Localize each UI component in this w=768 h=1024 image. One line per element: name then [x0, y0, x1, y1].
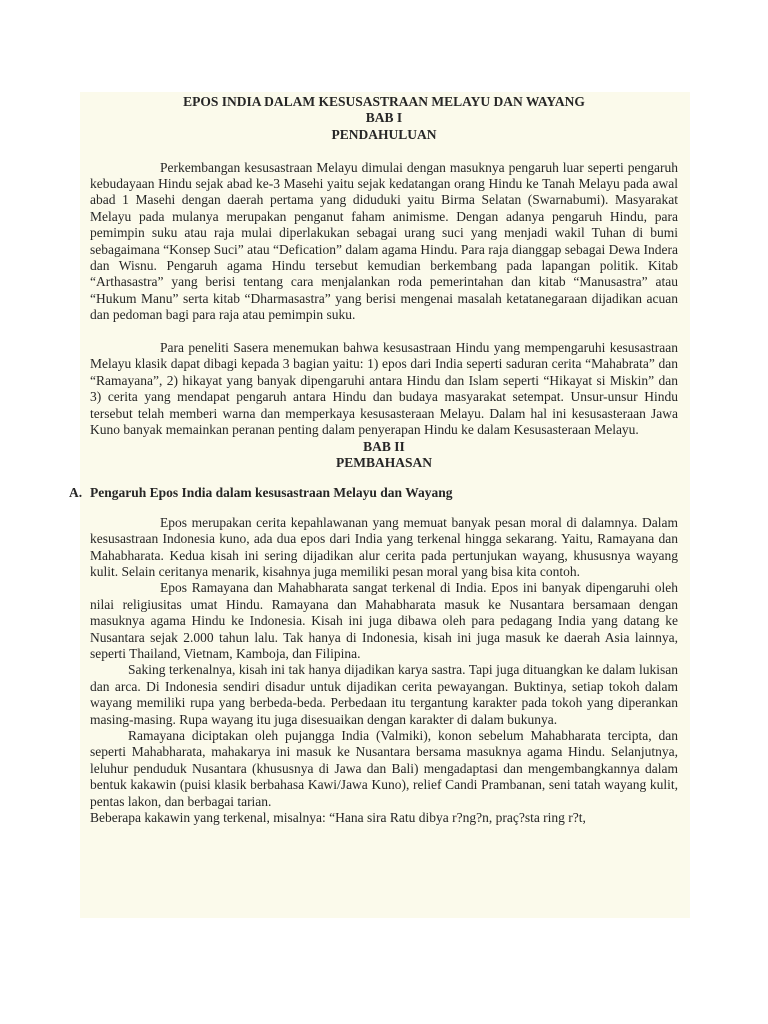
spacer: [90, 324, 678, 340]
body-paragraph-2: Epos Ramayana dan Mahabharata sangat terkenal di India. Epos ini banyak dipengaruhi oleh nilai religiusitas umat Hindu. Ramayana dan Mahabharata masuk ke Nusantara bersamaan dengan masuknya agama Hindu ke Indonesia. Kisah ini juga dibawa oleh para pedagang India yang datang ke Nusantara sejak 2.000 tahun lalu. Tak hanya di Indonesia, kisah ini juga masuk ke daerah Asia lainnya, seperti Thailand, Vietnam, Kamboja, dan Filipina.: [90, 580, 678, 661]
document-body: [69, 94, 678, 826]
intro-paragraph-1: Perkembangan kesusastraan Melayu dimulai dengan masuknya pengaruh luar seperti pengaruh kebudayaan Hindu sejak abad ke-3 Masehi yaitu sejak kedatangan orang Hindu ke Tanah Melayu pada awal abad 1 Masehi dengan daerah pertama yang diduduki yaitu Birma Selatan (Swarnabumi). Masyarakat Melayu pada mulanya merupakan penganut faham animisme. Dengan adanya pengaruh Hindu, para pemimpin suku atau raja mulai diperlakukan sebagai urang suci yang menjadi wakil Tuhan di bumi sebagaimana “Konsep Suci” atau “Defication” dalam agama Hindu. Para raja dianggap sebagai Dewa Indera dan Wisnu. Pengaruh agama Hindu tersebut kemudian berkembang pada lapangan politik. Kitab “Arthasastra” yang berisi tentang cara menjalankan roda pemerintahan dan kitab “Manusastra” atau “Hukum Manu” serta kitab “Dharmasastra” yang berisi mengenai masalah ketatanegaraan dijadikan acuan dan pedoman bagi para raja atau pemimpin suku.: [90, 159, 678, 323]
chapter-2-label: BAB II: [363, 438, 405, 454]
document-title: EPOS INDIA DALAM KESUSASTRAAN MELAYU DAN WAYANG: [183, 94, 585, 109]
chapter-2-title: PEMBAHASAN: [335, 454, 432, 470]
body-paragraph-1: Epos merupakan cerita kepahlawanan yang memuat banyak pesan moral di dalamnya. Dalam kesusastraan Indonesia kuno, ada dua epos dari India yang terkenal hingga sekarang. Yaitu, Ramayana dan Mahabharata. Kedua kisah ini sering dijadikan alur cerita pada pertunjukan wayang, khususnya wayang kulit. Selain ceritanya menarik, kisahnya juga memiliki pesan moral yang bisa kita contoh.: [90, 514, 678, 579]
section-a-title: Pengaruh Epos India dalam kesusastraan Melayu dan Wayang: [90, 484, 453, 500]
section-a-letter: A.: [69, 484, 83, 500]
body-paragraph-5: Beberapa kakawin yang terkenal, misalnya: “Hana sira Ratu dibya r?ng?n, praç?sta ring r?t,: [90, 810, 586, 826]
chapter-1-title: PENDAHULUAN: [331, 126, 437, 142]
document-page: [69, 92, 690, 918]
body-paragraph-3: Saking terkenalnya, kisah ini tak hanya dijadikan karya sastra. Tapi juga dituangkan ke dalam lukisan dan arca. Di Indonesia sendiri disadur untuk dijadikan cerita pewayangan. Buktinya, setiap tokoh dalam wayang memiliki rupa yang berbeda-beda. Perbedaan itu tergantung karakter pada tokoh yang diperankan masing-masing. Rupa wayang itu juga disesuaikan dengan karakter di dalam bukunya.: [90, 662, 678, 727]
body-paragraph-4: Ramayana diciptakan oleh pujangga India (Valmiki), konon sebelum Mahabharata tercipta, dan seperti Mahabharata, mahakarya ini masuk ke Nusantara bersama masuknya agama Hindu. Selanjutnya, leluhur penduduk Nusantara (khususnya di Jawa dan Bali) mengadaptasi dan mengembangkannya dalam bentuk kakawin (puisi klasik berbahasa Kawi/Jawa Kuno), relief Candi Prambanan, seni tatah wayang kulit, pentas lakon, dan berbagai tarian.: [90, 728, 678, 809]
intro-paragraph-2: Para peneliti Sasera menemukan bahwa kesusastraan Hindu yang mempengaruhi kesusastraan Melayu klasik dapat dibagi kepada 3 bagian yaitu: 1) epos dari India seperti saduran cerita “Mahabrata” dan “Ramayana”, 2) hikayat yang banyak dipengaruhi antara Hindu dan Islam seperti “Hikayat si Miskin” dan 3) cerita yang mendapat pengaruh antara Hindu dan budaya masyarakat setempat. Unsur-unsur Hindu tersebut telah memberi warna dan memperkaya kesusasteraan Melayu. Dalam hal ini kesusasteraan Jawa Kuno banyak memainkan peranan penting dalam penyerapan Hindu ke dalam Kesusasteraan Melayu.: [90, 340, 678, 438]
spacer: [90, 143, 678, 159]
section-a-heading: [69, 485, 678, 501]
chapter-1-label: BAB I: [365, 110, 403, 126]
